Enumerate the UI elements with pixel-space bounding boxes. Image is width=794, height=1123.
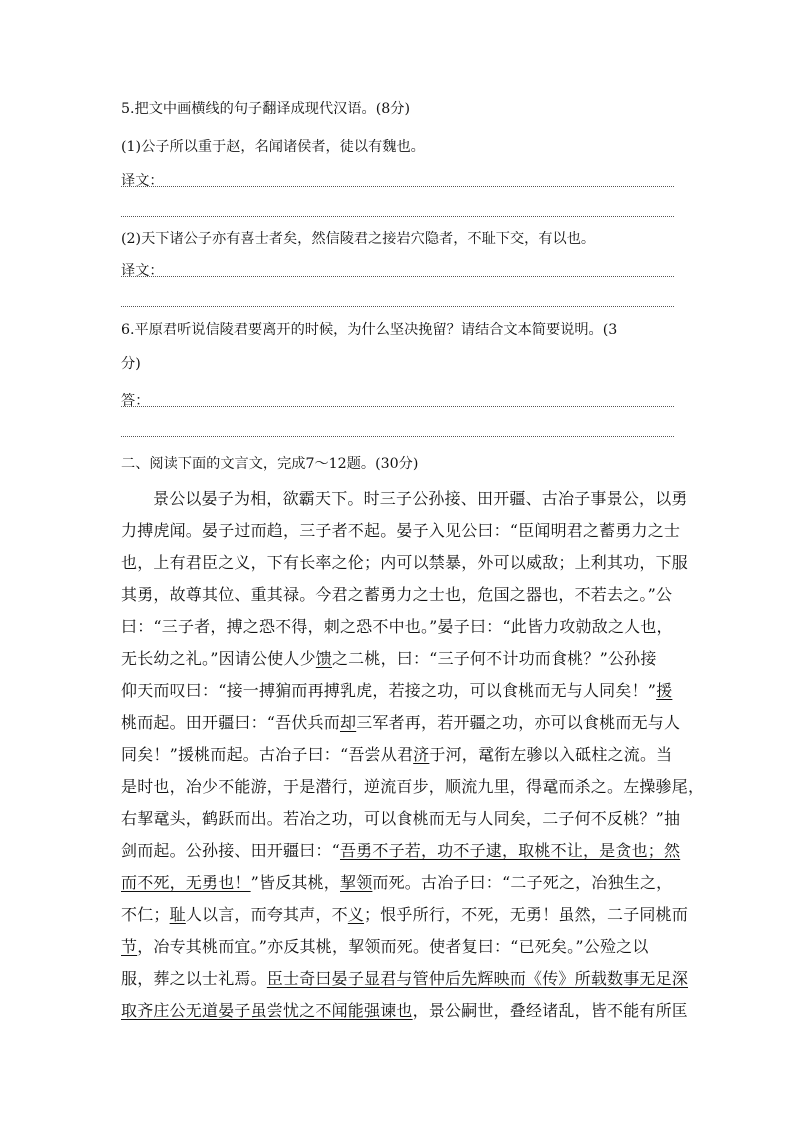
passage-line: 剑而起。公孙接、田开疆曰：“吾勇不子若，功不子逮，取桃不让，是贪也；然: [121, 841, 681, 860]
q5-sentence-2: (2)天下诸公子亦有喜士者矣，然信陵君之接岩穴隐者，不耻下交，有以也。: [121, 231, 596, 247]
q5-answer-line-2b[interactable]: [121, 306, 674, 307]
underlined-word: 节: [121, 937, 138, 956]
passage-line: 不仁；耻人以言，而夸其声，不义；恨乎所行，不死，无勇！虽然，二子同桃而: [121, 905, 689, 924]
passage-line: 节，冶专其桃而宜。”亦反其桃，挈领而死。使者复曰：“已死矣。”公殓之以: [121, 937, 649, 956]
section2-heading: 二、阅读下面的文言文，完成7～12题。(30分): [121, 456, 419, 472]
underlined-sentence: 取齐庄公无道晏子虽尝忧之不闻能强谏也: [121, 1001, 413, 1020]
q6-title-line-2: 分): [121, 356, 141, 372]
passage-line: 取齐庄公无道晏子虽尝忧之不闻能强谏也，景公嗣世，叠经诸乱，皆不能有所匡: [121, 1001, 689, 1020]
passage-line: 是时也，冶少不能游，于是潜行，逆流百步，顺流九里，得鼋而杀之。左操骖尾，: [121, 777, 705, 796]
q5-sentence-1: (1)公子所以重于赵，名闻诸侯者，徒以有魏也。: [121, 139, 425, 155]
q6-answer-line-b[interactable]: [121, 436, 674, 437]
underlined-word: 济: [413, 745, 430, 764]
underlined-sentence: 而不死，无勇也！: [121, 873, 251, 892]
q6-answer-line-a[interactable]: [121, 406, 674, 407]
underlined-word: 馈: [315, 649, 332, 668]
passage-line: 同矣！”援桃而起。古冶子曰：“吾尝从君济于河，鼋衔左骖以入砥柱之流。当: [121, 745, 673, 764]
passage-line: 右挈鼋头，鹤跃而出。若冶之功，可以食桃而无与人同矣，二子何不反桃？”抽: [121, 809, 681, 828]
q5-title: 5.把文中画横线的句子翻译成现代汉语。(8分): [121, 101, 411, 117]
passage-line: 仰天而叹曰：“接一搏猏而再搏乳虎，若接之功，可以食桃而无与人同矣！”援: [121, 681, 673, 700]
underlined-word: 却: [339, 713, 357, 732]
q5-answer-label-1: 译文：: [121, 173, 164, 189]
passage-line: 而不死，无勇也！”皆反其桃，挈领而死。古冶子曰：“二子死之，冶独生之，: [121, 873, 673, 892]
passage-line: 曰：“三子者，搏之恐不得，刺之恐不中也。”晏子曰：“此皆力攻勍敌之人也，: [121, 617, 673, 636]
q6-answer-label: 答：: [121, 393, 150, 409]
passage-line: 其勇，故尊其位、重其禄。今君之蓄勇力之士也，危国之器也，不若去之。”公: [121, 585, 673, 604]
passage-line: 也，上有君臣之义，下有长率之伦；内可以禁暴，外可以威敌；上利其功，下服: [121, 553, 689, 572]
q6-title-line-1: 6.平原君听说信陵君要离开的时候，为什么坚决挽留？请结合文本简要说明。(3: [121, 322, 618, 338]
q5-answer-line-1b[interactable]: [121, 216, 674, 217]
passage-line: 桃而起。田开疆曰：“吾伏兵而却三军者再，若开疆之功，亦可以食桃而无与人: [121, 713, 681, 732]
passage-line: 景公以晏子为相，欲霸天下。时三子公孙接、田开疆、古冶子事景公，以勇: [153, 489, 688, 508]
passage-line: 服，葬之以士礼焉。臣士奇曰晏子显君与管仲后先辉映而《传》所载数事无足深: [121, 969, 689, 988]
q5-answer-label-2: 译文：: [121, 263, 164, 279]
underlined-word: 援: [656, 681, 673, 700]
underlined-word: 挈领: [340, 873, 373, 892]
underlined-word: 耻: [169, 905, 186, 924]
underlined-sentence: 吾勇不子若，功不子逮，取桃不让，是贪也；然: [339, 841, 681, 860]
q5-answer-line-2a[interactable]: [121, 276, 674, 277]
passage-line: 无长幼之礼。”因请公使人少馈之二桃，曰：“三子何不计功而食桃？”公孙接: [121, 649, 657, 668]
passage-line: 力搏虎闻。晏子过而趋，三子者不起。晏子入见公曰：“臣闻明君之蓄勇力之士: [121, 521, 681, 540]
underlined-word: 义: [347, 905, 365, 924]
underlined-sentence: 臣士奇曰晏子显君与管仲后先辉映而《传》所载数事无足深: [266, 969, 689, 988]
q5-answer-line-1a[interactable]: [121, 186, 674, 187]
